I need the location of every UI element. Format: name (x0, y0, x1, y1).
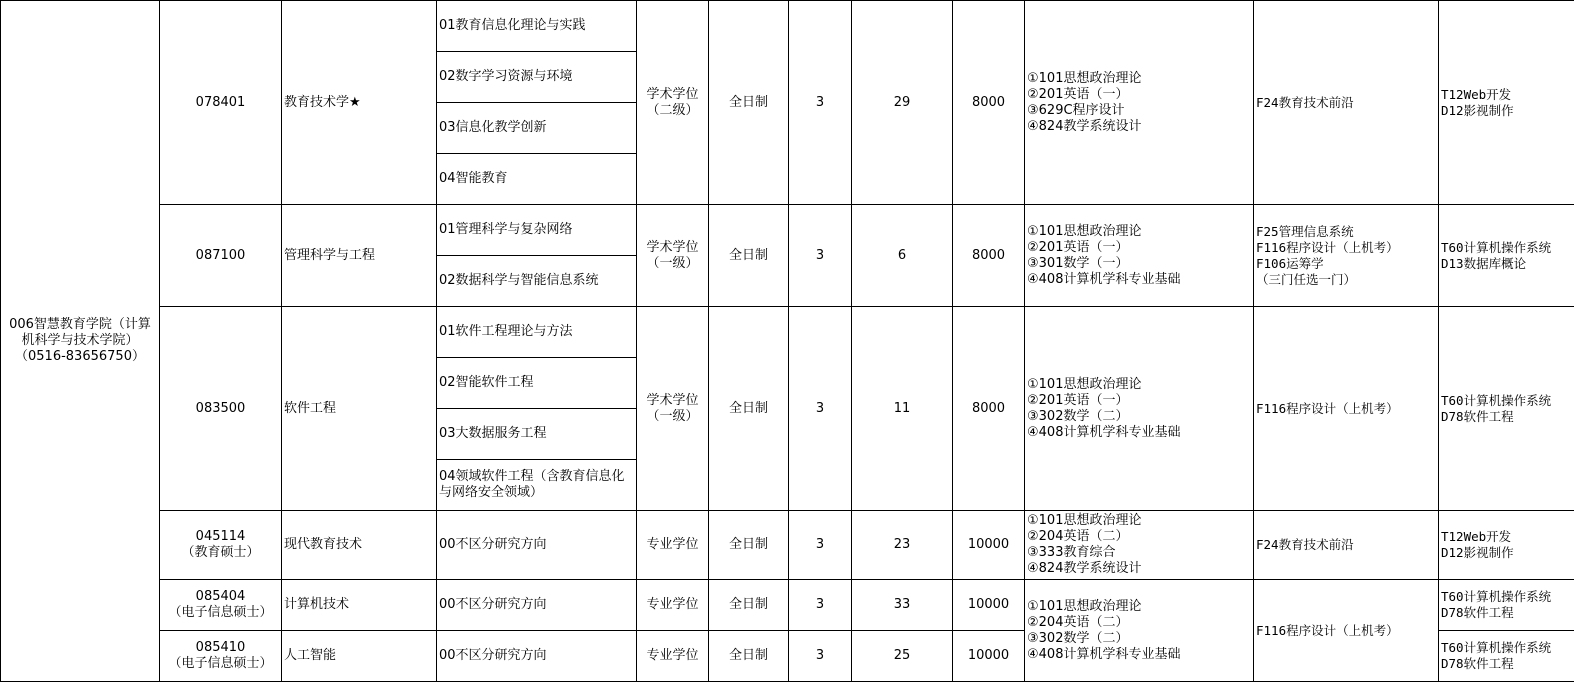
program-code-cell (160, 580, 282, 631)
exam-subjects (1025, 511, 1254, 580)
program-code-note: （电子信息硕士） (168, 656, 273, 671)
program-name: 教育技术学★ (282, 1, 437, 205)
research-direction: 01管理科学与复杂网络 (437, 205, 637, 256)
exam-subject: ①101思想政治理论 (1027, 513, 1142, 528)
exam-subject: ②201英语（一） (1027, 86, 1129, 102)
study-years: 3 (789, 580, 852, 631)
extra-subject: T60计算机操作系统 (1441, 640, 1552, 655)
tuition: 8000 (953, 307, 1025, 511)
exam-subject: ④824教学系统设计 (1027, 561, 1142, 576)
retest-subject: F116程序设计（上机考） (1256, 239, 1399, 255)
study-mode: 全日制 (709, 631, 789, 682)
degree-type-cell (637, 1, 709, 205)
tuition: 8000 (953, 205, 1025, 307)
tuition: 8000 (953, 1, 1025, 205)
research-direction: 01教育信息化理论与实践 (437, 1, 637, 52)
study-mode: 全日制 (709, 1, 789, 205)
program-name: 软件工程 (282, 307, 437, 511)
program-code: 045114 (195, 529, 246, 544)
department-cell (1, 1, 160, 682)
enrollment-quota: 33 (852, 580, 953, 631)
study-years: 3 (789, 631, 852, 682)
research-direction: 02智能软件工程 (437, 358, 637, 409)
research-direction: 02数字学习资源与环境 (437, 52, 637, 103)
degree-type-cell (637, 307, 709, 511)
retest-subjects (1254, 1, 1439, 205)
exam-subject: ①101思想政治理论 (1027, 223, 1142, 239)
retest-note: （三门任选一门） (1256, 271, 1357, 287)
degree-type: 学术学位 (646, 392, 699, 408)
program-code-note: （电子信息硕士） (168, 605, 273, 620)
degree-type-cell (637, 205, 709, 307)
exam-subject: ②201英语（一） (1027, 239, 1129, 255)
exam-subject: ②201英语（一） (1027, 392, 1129, 408)
exam-subject: ①101思想政治理论 (1027, 70, 1142, 86)
exam-subject: ④408计算机学科专业基础 (1027, 271, 1181, 287)
tuition: 10000 (953, 511, 1025, 580)
exam-subject: ③302数学（二） (1027, 630, 1129, 646)
program-code-cell (160, 511, 282, 580)
extra-subjects (1439, 631, 1574, 682)
study-mode: 全日制 (709, 205, 789, 307)
extra-subject: D13数据库概论 (1441, 255, 1527, 271)
extra-subject: D12影视制作 (1441, 102, 1514, 118)
extra-subjects (1439, 1, 1574, 205)
exam-subject: ④408计算机学科专业基础 (1027, 646, 1181, 662)
retest-subject: F116程序设计（上机考） (1256, 400, 1399, 416)
extra-subject: D78软件工程 (1441, 656, 1514, 671)
extra-subject: T60计算机操作系统 (1441, 239, 1552, 255)
exam-subject: ③301数学（一） (1027, 255, 1129, 271)
enrollment-quota: 11 (852, 307, 953, 511)
program-code: 085404 (195, 589, 246, 604)
retest-subject: F116程序设计（上机考） (1256, 622, 1399, 638)
department-name-line2: 机科学与技术学院） (21, 333, 139, 348)
table-row (1, 511, 1574, 580)
department-name-line1: 006智慧教育学院（计算 (9, 317, 151, 332)
degree-level: （一级） (646, 408, 699, 424)
retest-subjects (1254, 307, 1439, 511)
extra-subjects (1439, 511, 1574, 580)
retest-subjects (1254, 205, 1439, 307)
exam-subjects (1025, 307, 1254, 511)
program-code-note: （教育硕士） (181, 545, 260, 560)
tuition: 10000 (953, 631, 1025, 682)
enrollment-quota: 6 (852, 205, 953, 307)
retest-subjects (1254, 580, 1439, 682)
exam-subject: ②204英语（二） (1027, 614, 1129, 630)
exam-subject: ④408计算机学科专业基础 (1027, 424, 1181, 440)
retest-subject: F106运筹学 (1256, 255, 1324, 271)
retest-subject: F24教育技术前沿 (1256, 537, 1354, 552)
study-years: 3 (789, 511, 852, 580)
research-direction: 03信息化教学创新 (437, 103, 637, 154)
enrollment-quota: 25 (852, 631, 953, 682)
degree-type: 学术学位 (646, 86, 699, 102)
extra-subject: D12影视制作 (1441, 545, 1514, 560)
study-mode: 全日制 (709, 511, 789, 580)
research-direction: 00不区分研究方向 (437, 631, 637, 682)
exam-subject: ②204英语（二） (1027, 529, 1129, 544)
extra-subject: T60计算机操作系统 (1441, 392, 1552, 408)
study-mode: 全日制 (709, 580, 789, 631)
extra-subjects (1439, 580, 1574, 631)
table-row (1, 307, 1574, 358)
exam-subject: ①101思想政治理论 (1027, 376, 1142, 392)
program-name: 人工智能 (282, 631, 437, 682)
program-code: 087100 (160, 205, 282, 307)
program-name: 管理科学与工程 (282, 205, 437, 307)
degree-type: 学术学位 (646, 239, 699, 255)
degree-type: 专业学位 (637, 631, 709, 682)
tuition: 10000 (953, 580, 1025, 631)
research-direction: 02数据科学与智能信息系统 (437, 256, 637, 307)
program-code: 078401 (160, 1, 282, 205)
study-years: 3 (789, 307, 852, 511)
research-direction: 04智能教育 (437, 154, 637, 205)
research-direction: 00不区分研究方向 (437, 511, 637, 580)
extra-subjects (1439, 205, 1574, 307)
exam-subject: ④824教学系统设计 (1027, 118, 1142, 134)
extra-subject: T12Web开发 (1441, 86, 1512, 102)
degree-level: （二级） (646, 102, 699, 118)
retest-subjects (1254, 511, 1439, 580)
exam-subjects (1025, 205, 1254, 307)
program-code-cell (160, 631, 282, 682)
extra-subject: T12Web开发 (1441, 529, 1512, 544)
exam-subject: ③333教育综合 (1027, 545, 1116, 560)
table-row (1, 1, 1574, 52)
program-name: 现代教育技术 (282, 511, 437, 580)
study-years: 3 (789, 1, 852, 205)
degree-type: 专业学位 (637, 580, 709, 631)
degree-level: （一级） (646, 255, 699, 271)
enrollment-quota: 23 (852, 511, 953, 580)
exam-subject: ③302数学（二） (1027, 408, 1129, 424)
table-row (1, 205, 1574, 256)
exam-subjects (1025, 580, 1254, 682)
retest-subject: F25管理信息系统 (1256, 223, 1354, 239)
research-direction: 03大数据服务工程 (437, 409, 637, 460)
program-code: 085410 (195, 640, 246, 655)
exam-subject: ③629C程序设计 (1027, 102, 1125, 118)
enrollment-quota: 29 (852, 1, 953, 205)
study-mode: 全日制 (709, 307, 789, 511)
table-row (1, 580, 1574, 631)
extra-subject: D78软件工程 (1441, 605, 1514, 620)
research-direction: 04领域软件工程（含教育信息化与网络安全领域） (437, 460, 637, 511)
program-code: 083500 (160, 307, 282, 511)
study-years: 3 (789, 205, 852, 307)
exam-subjects (1025, 1, 1254, 205)
program-name: 计算机技术 (282, 580, 437, 631)
retest-subject: F24教育技术前沿 (1256, 94, 1354, 110)
research-direction: 00不区分研究方向 (437, 580, 637, 631)
research-direction: 01软件工程理论与方法 (437, 307, 637, 358)
extra-subject: D78软件工程 (1441, 408, 1514, 424)
department-phone: （0516-83656750） (15, 349, 145, 364)
exam-subject: ①101思想政治理论 (1027, 598, 1142, 614)
extra-subject: T60计算机操作系统 (1441, 589, 1552, 604)
degree-type: 专业学位 (637, 511, 709, 580)
extra-subjects (1439, 307, 1574, 511)
